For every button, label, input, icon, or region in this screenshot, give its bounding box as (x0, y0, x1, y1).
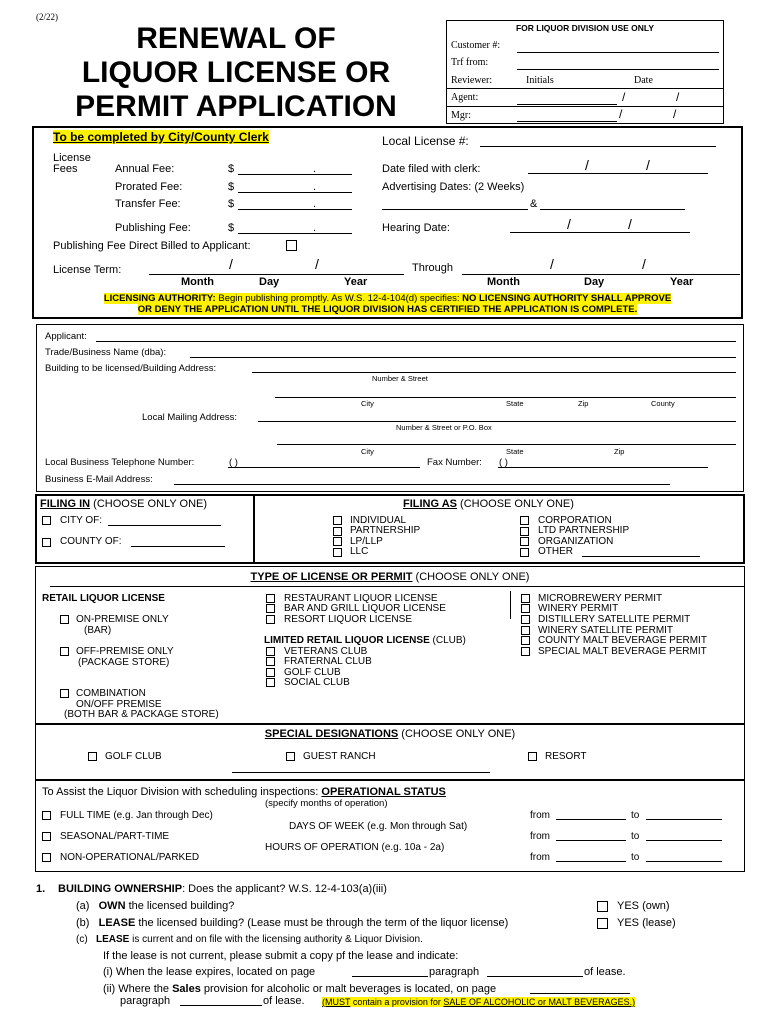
sales-provision-note-must: (MUST (322, 997, 351, 1007)
through-label: Through (412, 262, 453, 274)
other-checkbox[interactable] (520, 548, 529, 557)
term-end-year: Year (670, 276, 694, 288)
social-club-checkbox[interactable] (266, 678, 275, 687)
trf-from-field[interactable] (517, 69, 719, 70)
transfer-fee-dollar: $ (228, 198, 235, 210)
mgr-slash-1: / (619, 107, 623, 121)
seasonal-to-label: to (631, 831, 640, 842)
license-fees-label-2: Fees (53, 163, 78, 175)
mailing-address-label: Local Mailing Address: (142, 412, 238, 423)
special-golf-club-checkbox[interactable] (88, 752, 97, 761)
date-filed-label: Date filed with clerk: (382, 163, 481, 175)
filing-as-choose: (CHOOSE ONLY ONE) (456, 498, 574, 510)
mgr-slash-2: / (673, 107, 677, 121)
building-state-caption: State (506, 399, 524, 408)
building-street-field[interactable] (252, 372, 736, 373)
date-filed-field[interactable] (528, 173, 708, 174)
license-type-choose: (CHOOSE ONLY ONE) (412, 571, 530, 583)
filing-as-title: FILING AS (403, 498, 457, 510)
authority-notice-line-2-text: OR DENY THE APPLICATION UNTIL THE LIQUOR DIVISION HAS CERTIFIED THE APPLICATION IS COMPLETE. (137, 304, 638, 315)
initials-label: Initials (526, 75, 554, 86)
operational-heading (42, 786, 446, 798)
mailing-street-caption: Number & Street or P.O. Box (396, 423, 492, 432)
social-club-label: SOCIAL CLUB (284, 677, 350, 688)
term-start-month: Month (181, 276, 214, 288)
building-city-caption: City (361, 399, 374, 408)
lp-llp-checkbox[interactable] (333, 537, 342, 546)
bar-grill-label: BAR AND GRILL LIQUOR LICENSE (284, 603, 446, 614)
seasonal-checkbox[interactable] (42, 832, 51, 841)
license-type-rule (50, 586, 745, 587)
applicant-field[interactable] (96, 341, 736, 342)
fraternal-club-label: FRATERNAL CLUB (284, 656, 372, 667)
seasonal-label: SEASONAL/PART-TIME (60, 831, 170, 842)
filing-in-city-checkbox[interactable] (42, 516, 51, 525)
building-county-caption: County (651, 399, 675, 408)
nonop-from-field[interactable] (556, 861, 626, 862)
advertising-dates-label: Advertising Dates: (2 Weeks) (382, 181, 525, 193)
sales-provision-of-lease: of lease. (263, 995, 305, 1007)
llc-checkbox[interactable] (333, 548, 342, 557)
date-label: Date (634, 75, 653, 86)
transfer-fee-label: Transfer Fee: (115, 198, 181, 210)
dba-label: Trade/Business Name (dba): (45, 347, 167, 358)
sales-provision-paragraph-label: paragraph (120, 995, 171, 1007)
own-yes-label: YES (own) (617, 900, 670, 912)
sales-provision-label (103, 983, 496, 995)
veterans-club-checkbox[interactable] (266, 647, 275, 656)
lease-current-label (76, 934, 423, 945)
term-start-slash-1: / (229, 256, 233, 272)
special-malt-checkbox[interactable] (521, 647, 530, 656)
own-yes-checkbox[interactable] (597, 901, 608, 912)
non-operational-label: NON-OPERATIONAL/PARKED (60, 852, 200, 863)
both-bar-package-label: (BOTH BAR & PACKAGE STORE) (64, 709, 219, 720)
filing-as-heading (403, 498, 574, 510)
title-line-1: RENEWAL OF (136, 22, 336, 55)
corporation-label: CORPORATION (538, 515, 612, 526)
filing-divider (253, 494, 255, 564)
permit-divider (510, 591, 511, 619)
building-city-field[interactable] (275, 397, 736, 398)
hearing-date-field[interactable] (510, 232, 690, 233)
lease-letter: (b) (76, 917, 90, 929)
date-filed-slash-1: / (585, 157, 589, 173)
lease-expires-paragraph-field[interactable] (487, 976, 583, 977)
lease-not-current-label: If the lease is not current, please submit a copy pf the lease and indicate: (103, 950, 459, 962)
days-of-week-label: DAYS OF WEEK (e.g. Mon through Sat) (289, 821, 468, 832)
restaurant-liquor-checkbox[interactable] (266, 594, 275, 603)
authority-emphasis: NO LICENSING AUTHORITY SHALL APPROVE (462, 293, 672, 304)
license-fees-label-1: License (53, 152, 91, 164)
lease-expires-label: (i) When the lease expires, located on page (103, 966, 316, 978)
lease-current-letter: (c) (76, 934, 88, 945)
prorated-fee-label: Prorated Fee: (115, 181, 183, 193)
nonop-from-label: from (530, 852, 550, 863)
mailing-city-caption: City (361, 447, 374, 456)
phone-label: Local Business Telephone Number: (45, 457, 195, 468)
title-line-2: LIQUOR LICENSE OR (81, 56, 391, 89)
lease-label (76, 917, 508, 929)
limited-retail-club: (CLUB) (429, 635, 466, 646)
term-start-day: Day (259, 276, 280, 288)
annual-fee-field[interactable] (238, 174, 352, 175)
applicant-label: Applicant: (45, 331, 87, 342)
direct-billed-label: Publishing Fee Direct Billed to Applicant: (53, 240, 251, 252)
form-version: (2/22) (36, 12, 58, 22)
term-end-month: Month (487, 276, 520, 288)
own-bold: OWN (98, 900, 126, 912)
lease-current-text: is current and on file with the licensing authority & Liquor Division. (129, 934, 423, 945)
specify-months-label: (specify months of operation) (265, 798, 388, 809)
full-time-from-field[interactable] (556, 819, 626, 820)
agent-slash-2: / (676, 90, 680, 104)
transfer-fee-dot: . (313, 198, 317, 210)
own-text: the licensed building? (125, 900, 235, 912)
ownership-question: : Does the applicant? W.S. 12-4-103(a)(iii) (182, 883, 387, 895)
non-operational-checkbox[interactable] (42, 853, 51, 862)
filing-in-choose: (CHOOSE ONLY ONE) (90, 498, 208, 510)
agent-label: Agent: (451, 92, 479, 103)
office-use-box (446, 20, 724, 124)
lp-llp-label: LP/LLP (350, 536, 383, 547)
building-street-caption: Number & Street (372, 374, 428, 383)
filing-in-city-field[interactable] (108, 525, 221, 526)
office-use-header: FOR LIQUOR DIVISION USE ONLY (515, 23, 655, 33)
mailing-street-field[interactable] (258, 421, 736, 422)
annual-fee-dot: . (313, 163, 317, 175)
seasonal-from-field[interactable] (556, 840, 626, 841)
lease-yes-label: YES (lease) (617, 917, 676, 929)
special-designations-choose: (CHOOSE ONLY ONE) (398, 728, 516, 740)
office-divider-2 (446, 106, 724, 107)
title-line-3: PERMIT APPLICATION (75, 90, 397, 123)
on-off-premise-label: ON/OFF PREMISE (76, 699, 162, 710)
distillery-satellite-label: DISTILLERY SATELLITE PERMIT (538, 614, 691, 625)
agent-slash-1: / (622, 90, 626, 104)
office-divider-1 (446, 88, 724, 89)
lease-text: the licensed building? (Lease must be through the term of the liquor license) (135, 917, 509, 929)
limited-retail-title: LIMITED RETAIL LIQUOR LICENSE (264, 635, 430, 646)
combination-label: COMBINATION (76, 688, 146, 699)
fax-field[interactable] (498, 467, 708, 468)
fax-area-parens: ( ) (499, 457, 508, 468)
license-type-heading (35, 571, 745, 583)
winery-satellite-label: WINERY SATELLITE PERMIT (538, 625, 674, 636)
email-label: Business E-Mail Address: (45, 474, 153, 485)
sales-provision-b: provision for alcoholic or malt beverages is located, on page (200, 983, 497, 995)
bar-label: (BAR) (84, 625, 112, 636)
other-label: OTHER (538, 546, 573, 557)
limited-retail-heading (264, 635, 466, 646)
lease-expires-paragraph-label: paragraph (429, 966, 480, 978)
full-time-label: FULL TIME (e.g. Jan through Dec) (60, 810, 213, 821)
hours-of-operation-label: HOURS OF OPERATION (e.g. 10a - 2a) (265, 842, 445, 853)
lease-expires-page-field[interactable] (352, 976, 428, 977)
other-field[interactable] (582, 556, 700, 557)
building-address-label: Building to be licensed/Building Address: (45, 363, 217, 374)
county-malt-checkbox[interactable] (521, 636, 530, 645)
off-premise-label: OFF-PREMISE ONLY (76, 646, 174, 657)
resort-checkbox[interactable] (528, 752, 537, 761)
corporation-checkbox[interactable] (520, 516, 529, 525)
on-premise-checkbox[interactable] (60, 615, 69, 624)
special-designations-title: SPECIAL DESIGNATIONS (264, 728, 399, 740)
hearing-slash-1: / (567, 216, 571, 232)
authority-notice-line-2 (32, 304, 743, 315)
fax-label: Fax Number: (427, 457, 482, 468)
ltd-partnership-label: LTD PARTNERSHIP (538, 525, 630, 536)
veterans-club-label: VETERANS CLUB (284, 646, 368, 657)
direct-billed-checkbox[interactable] (286, 240, 297, 251)
ownership-title: BUILDING OWNERSHIP (58, 883, 183, 895)
seasonal-to-field[interactable] (646, 840, 722, 841)
distillery-satellite-checkbox[interactable] (521, 615, 530, 624)
mailing-zip-caption: Zip (614, 447, 625, 456)
customer-label: Customer #: (451, 40, 501, 51)
full-time-to-label: to (631, 810, 640, 821)
agent-initials-field[interactable] (517, 104, 617, 105)
partnership-checkbox[interactable] (333, 527, 342, 536)
prorated-fee-field[interactable] (238, 192, 352, 193)
lease-yes-checkbox[interactable] (597, 918, 608, 929)
authority-label: LICENSING AUTHORITY: (103, 293, 216, 304)
publishing-fee-label: Publishing Fee: (115, 222, 191, 234)
clerk-heading-text: To be completed by City/County Clerk (53, 130, 269, 144)
term-start-slash-2: / (315, 256, 319, 272)
filing-in-county-field[interactable] (131, 546, 225, 547)
filing-in-title: FILING IN (40, 498, 91, 510)
sales-provision-note (322, 997, 635, 1007)
off-premise-checkbox[interactable] (60, 647, 69, 656)
own-label (76, 900, 234, 912)
seasonal-from-label: from (530, 831, 550, 842)
publishing-fee-dot: . (313, 222, 317, 234)
mailing-city-field[interactable] (277, 444, 736, 445)
resort-label: RESORT (545, 751, 587, 762)
microbrewery-checkbox[interactable] (521, 594, 530, 603)
combination-checkbox[interactable] (60, 689, 69, 698)
resort-liquor-checkbox[interactable] (266, 615, 275, 624)
guest-ranch-label: GUEST RANCH (303, 751, 376, 762)
local-license-label: Local License #: (382, 134, 469, 148)
winery-satellite-checkbox[interactable] (521, 626, 530, 635)
nonop-to-field[interactable] (646, 861, 722, 862)
organization-label: ORGANIZATION (538, 536, 614, 547)
phone-field[interactable] (228, 467, 420, 468)
advertising-date-1-field[interactable] (382, 209, 528, 210)
local-license-field[interactable] (480, 146, 716, 147)
publishing-fee-field[interactable] (238, 233, 352, 234)
county-malt-label: COUNTY MALT BEVERAGE PERMIT (538, 635, 707, 646)
clerk-heading (53, 130, 269, 144)
special-designations-heading (35, 728, 745, 740)
resort-liquor-label: RESORT LIQUOR LICENSE (284, 614, 412, 625)
ownership-heading (58, 883, 387, 895)
own-letter: (a) (76, 900, 90, 912)
golf-club-label: GOLF CLUB (284, 667, 341, 678)
on-premise-label: ON-PREMISE ONLY (76, 614, 169, 625)
customer-field[interactable] (517, 52, 719, 53)
mgr-label: Mgr: (451, 110, 471, 121)
date-filed-slash-2: / (646, 157, 650, 173)
special-malt-label: SPECIAL MALT BEVERAGE PERMIT (538, 646, 707, 657)
ownership-number: 1. (36, 883, 46, 895)
individual-checkbox[interactable] (333, 516, 342, 525)
lease-bold: LEASE (98, 917, 136, 929)
package-store-label: (PACKAGE STORE) (78, 657, 170, 668)
winery-checkbox[interactable] (521, 604, 530, 613)
reviewer-label: Reviewer: (451, 75, 493, 86)
prorated-fee-dollar: $ (228, 181, 235, 193)
special-golf-club-label: GOLF CLUB (105, 751, 162, 762)
transfer-fee-field[interactable] (238, 209, 352, 210)
filing-in-county-checkbox[interactable] (42, 538, 51, 547)
llc-label: LLC (350, 546, 369, 557)
guest-ranch-checkbox[interactable] (286, 752, 295, 761)
microbrewery-label: MICROBREWERY PERMIT (538, 593, 663, 604)
operational-intro: To Assist the Liquor Division with scheduling inspections: (42, 786, 322, 798)
building-zip-caption: Zip (578, 399, 589, 408)
trf-from-label: Trf from: (451, 57, 489, 68)
advertising-amp: & (530, 198, 538, 210)
bar-grill-checkbox[interactable] (266, 604, 275, 613)
term-end-slash-2: / (642, 256, 646, 272)
authority-notice-line-1 (32, 293, 743, 304)
nonop-to-label: to (631, 852, 640, 863)
term-end-day: Day (584, 276, 605, 288)
dba-field[interactable] (190, 357, 736, 358)
sales-provision-a: (ii) Where the (103, 983, 173, 995)
license-type-title: TYPE OF LICENSE OR PERMIT (250, 571, 413, 583)
publishing-fee-dollar: $ (228, 222, 235, 234)
sales-provision-bold: Sales (172, 983, 201, 995)
advertising-date-2-field[interactable] (540, 209, 685, 210)
prorated-fee-dot: . (313, 181, 317, 193)
retail-liquor-heading: RETAIL LIQUOR LICENSE (42, 593, 165, 604)
ltd-partnership-checkbox[interactable] (520, 527, 529, 536)
full-time-to-field[interactable] (646, 819, 722, 820)
fraternal-club-checkbox[interactable] (266, 657, 275, 666)
authority-text: Begin publishing promptly. As W.S. 12-4-104(d) specifies: (215, 293, 463, 304)
restaurant-liquor-label: RESTAURANT LIQUOR LICENSE (284, 593, 438, 604)
hearing-date-label: Hearing Date: (382, 222, 450, 234)
sales-provision-page-field[interactable] (530, 993, 630, 994)
annual-fee-dollar: $ (228, 163, 235, 175)
individual-label: INDIVIDUAL (350, 515, 407, 526)
email-field[interactable] (174, 484, 670, 485)
winery-label: WINERY PERMIT (538, 603, 619, 614)
term-end-slash-1: / (550, 256, 554, 272)
operational-title: OPERATIONAL STATUS (321, 786, 446, 798)
lease-current-bold: LEASE (96, 934, 130, 945)
special-designation-field[interactable] (232, 772, 490, 773)
sales-provision-note-middle: contain a provision for (350, 997, 444, 1007)
lease-expires-of-lease: of lease. (584, 966, 626, 978)
annual-fee-label: Annual Fee: (115, 163, 175, 175)
license-term-start-field[interactable] (149, 274, 404, 275)
sales-provision-paragraph-field[interactable] (180, 1005, 262, 1006)
license-term-end-field[interactable] (462, 274, 740, 275)
filing-in-city-label: CITY OF: (60, 515, 103, 526)
mailing-state-caption: State (506, 447, 524, 456)
full-time-from-label: from (530, 810, 550, 821)
filing-in-heading (40, 498, 207, 510)
organization-checkbox[interactable] (520, 537, 529, 546)
filing-in-county-label: COUNTY OF: (60, 536, 122, 547)
full-time-checkbox[interactable] (42, 811, 51, 820)
phone-area-parens: ( ) (229, 457, 238, 468)
sales-provision-note-end: SALE OF ALCOHOLIC or MALT BEVERAGES.) (443, 997, 636, 1007)
hearing-slash-2: / (628, 216, 632, 232)
partnership-label: PARTNERSHIP (350, 525, 421, 536)
golf-club-checkbox[interactable] (266, 668, 275, 677)
mgr-initials-field[interactable] (517, 121, 617, 122)
license-term-label: License Term: (53, 264, 122, 276)
term-start-year: Year (344, 276, 368, 288)
